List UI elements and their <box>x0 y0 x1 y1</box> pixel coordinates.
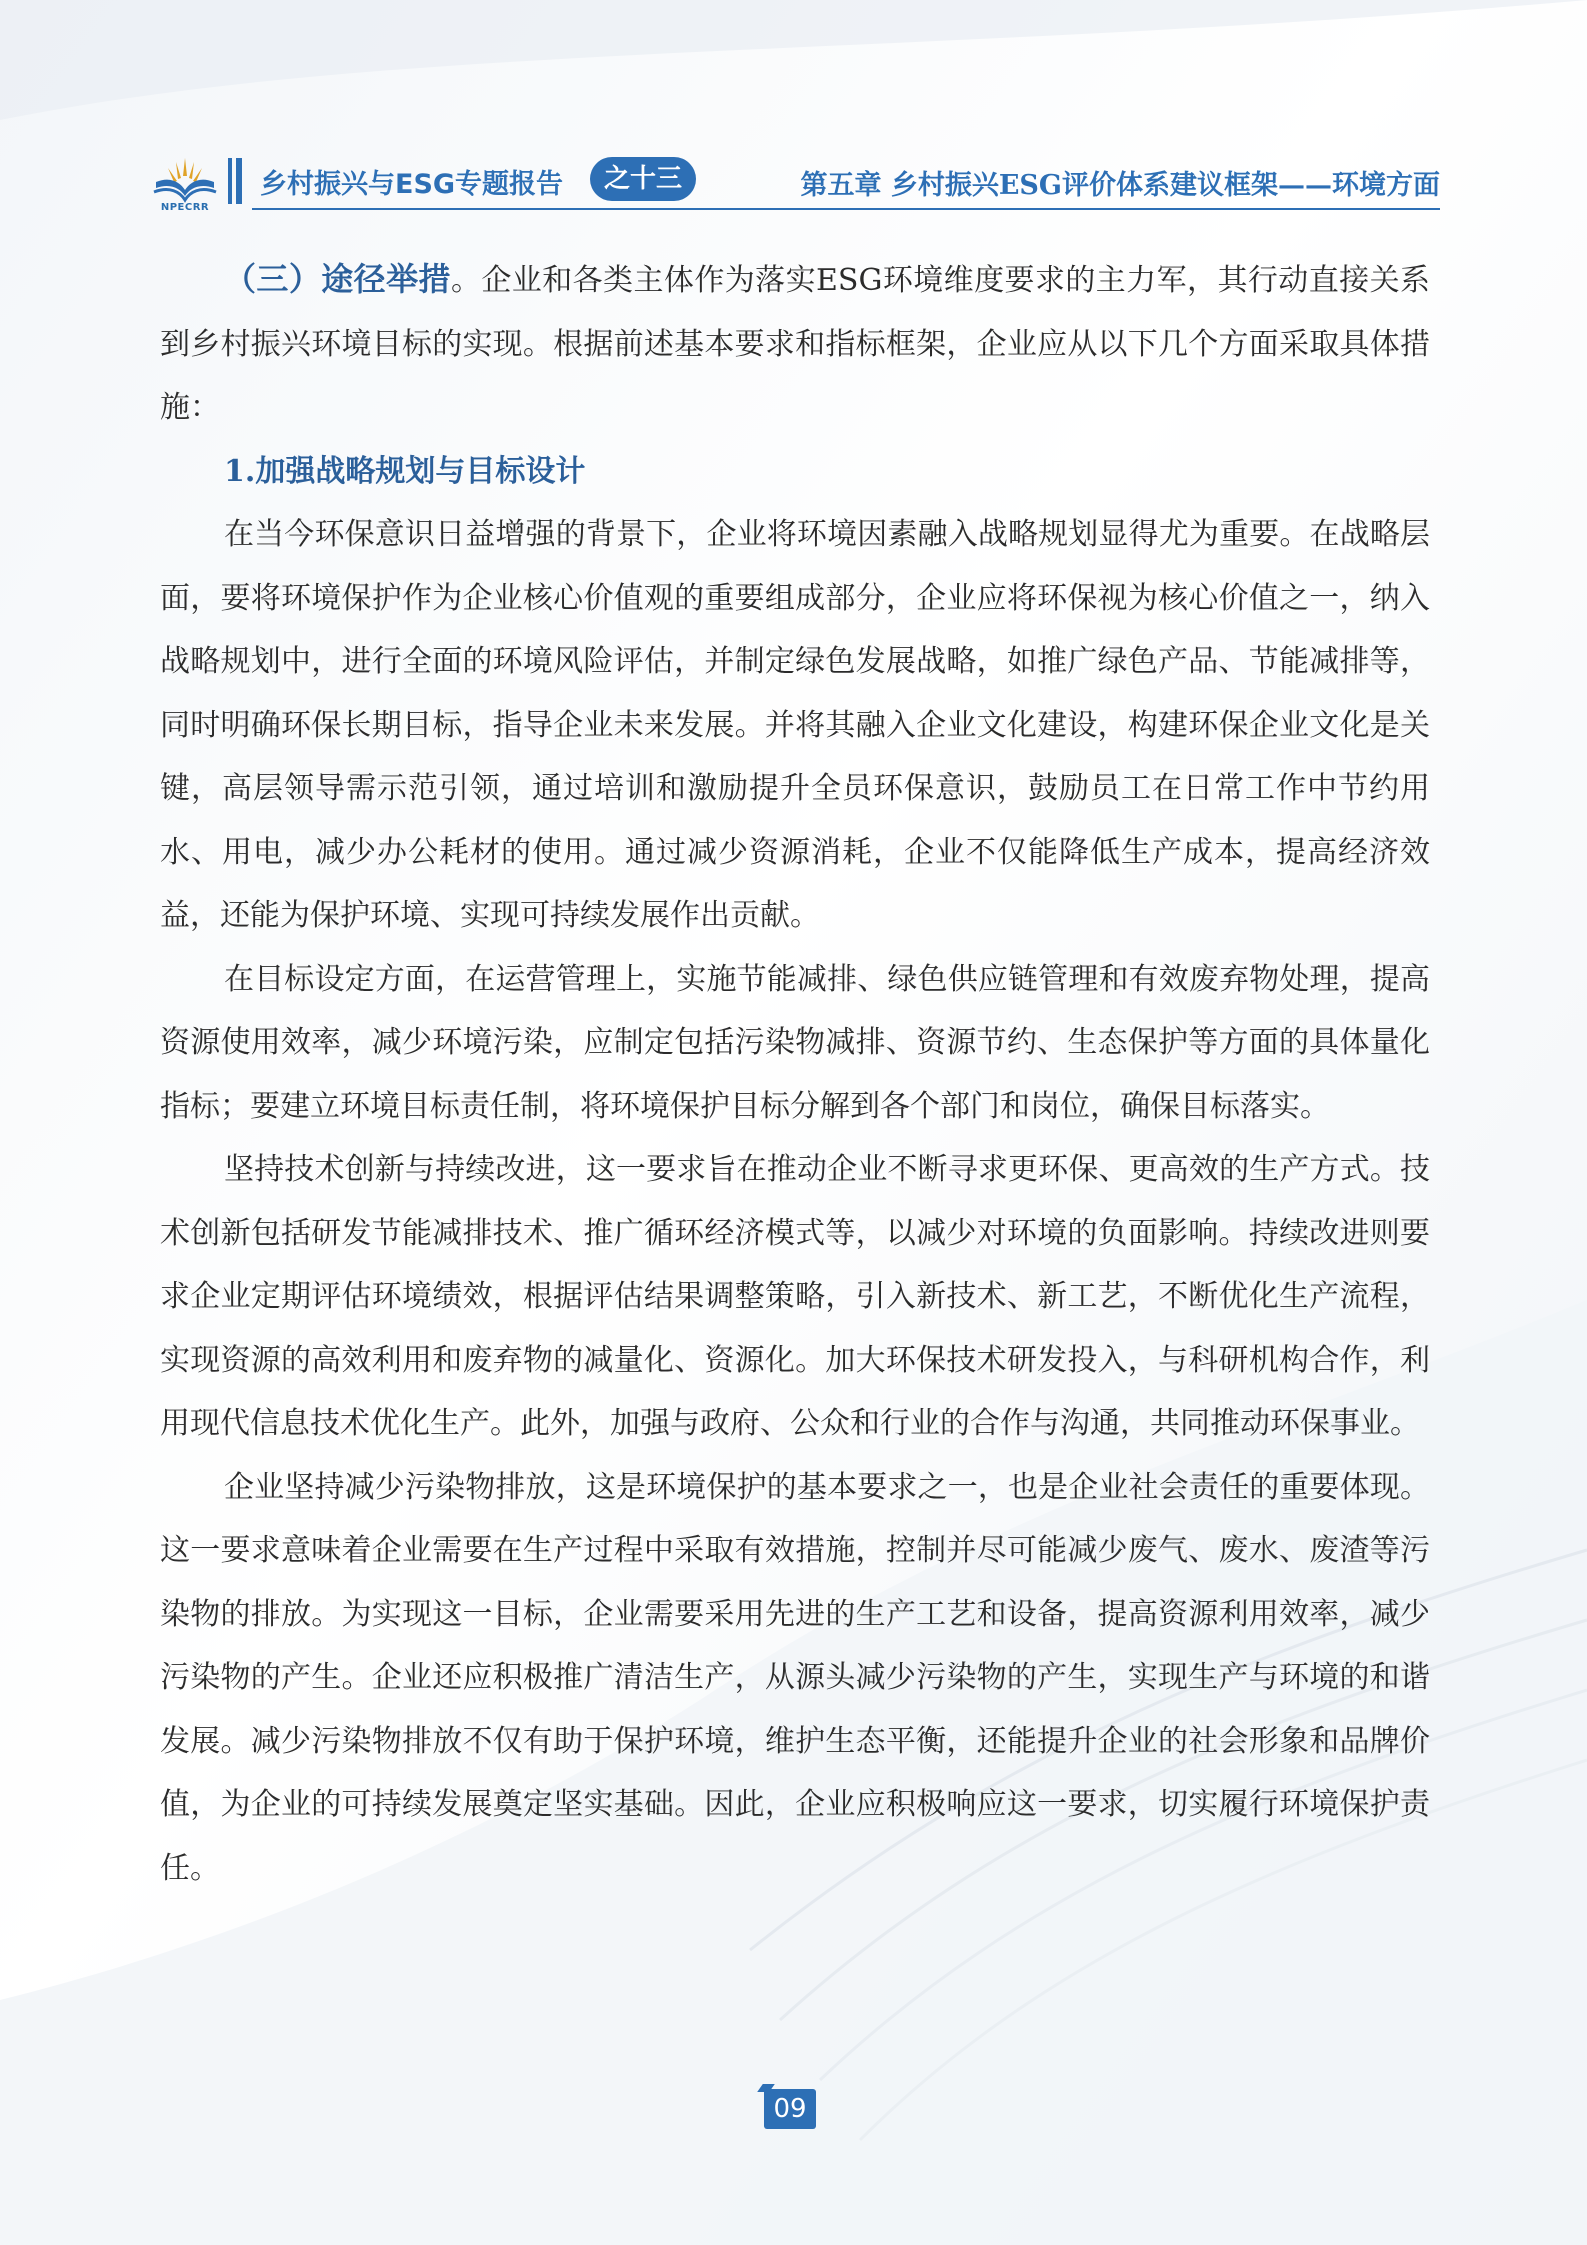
logo-text: NPECRR <box>160 202 210 213</box>
body-paragraph: 坚持技术创新与持续改进，这一要求旨在推动企业不断寻求更环保、更高效的生产方式。技术创新包括研发节能减排技术、推广循环经济模式等，以减少对环境的负面影响。持续改进则要求企业定期评估环境绩效，根据评估结果调整策略，引入新技术、新工艺，不断优化生产流程，实现资源的高效利用和废弃物的减量化、资源化。加大环保技术研发投入，与科研机构合作，利用现代信息技术优化生产。此外，加强与政府、公众和行业的合作与沟通，共同推动环保事业。 <box>160 1152 1430 1441</box>
chapter-title: 第五章 乡村振兴ESG评价体系建议框架——环境方面 <box>800 170 1440 201</box>
page-number: 09 <box>764 2089 816 2129</box>
section-intro-text: 。企业和各类主体作为落实ESG环境维度要求的主力军，其行动直接关系到乡村振兴环境目标的实现。根据前述基本要求和指标框架，企业应从以下几个方面采取具体措施： <box>160 263 1430 425</box>
body-paragraph: 在当今环保意识日益增强的背景下，企业将环境因素融入战略规划显得尤为重要。在战略层面，要将环境保护作为企业核心价值观的重要组成部分，企业应将环保视为核心价值之一，纳入战略规划中，进行全面的环境风险评估，并制定绿色发展战略，如推广绿色产品、节能减排等，同时明确环保长期目标，指导企业未来发展。并将其融入企业文化建设，构建环保企业文化是关键，高层领导需示范引领，通过培训和激励提升全员环保意识，鼓励员工在日常工作中节约用水、用电，减少办公耗材的使用。通过减少资源消耗，企业不仅能降低生产成本，提高经济效益，还能为保护环境、实现可持续发展作出贡献。 <box>160 517 1430 933</box>
report-number-badge: 之十三 <box>590 157 696 201</box>
page-content <box>160 248 1430 1900</box>
section-intro-paragraph <box>160 248 1430 440</box>
report-title: 乡村振兴与ESG专题报告 <box>260 169 564 200</box>
page-header <box>150 152 1440 212</box>
header-divider-bars <box>228 158 244 204</box>
header-rule <box>252 208 1440 210</box>
section-label: （三）途径举措 <box>224 260 451 298</box>
body-paragraph: 在目标设定方面，在运营管理上，实施节能减排、绿色供应链管理和有效废弃物处理，提高资源使用效率，减少环境污染，应制定包括污染物减排、资源节约、生态保护等方面的具体量化指标；要建立环境目标责任制，将环境保护目标分解到各个部门和岗位，确保目标落实。 <box>160 961 1430 1124</box>
subheading: 1.加强战略规划与目标设计 <box>224 453 586 489</box>
body-paragraph: 企业坚持减少污染物排放，这是环境保护的基本要求之一，也是企业社会责任的重要体现。这一要求意味着企业需要在生产过程中采取有效措施，控制并尽可能减少废气、废水、废渣等污染物的排放。为实现这一目标，企业需要采用先进的生产工艺和设备，提高资源利用效率，减少污染物的产生。企业还应积极推广清洁生产，从源头减少污染物的产生，实现生产与环境的和谐发展。减少污染物排放不仅有助于保护环境，维护生态平衡，还能提升企业的社会形象和品牌价值，为企业的可持续发展奠定坚实基础。因此，企业应积极响应这一要求，切实履行环境保护责任。 <box>160 1469 1430 1886</box>
